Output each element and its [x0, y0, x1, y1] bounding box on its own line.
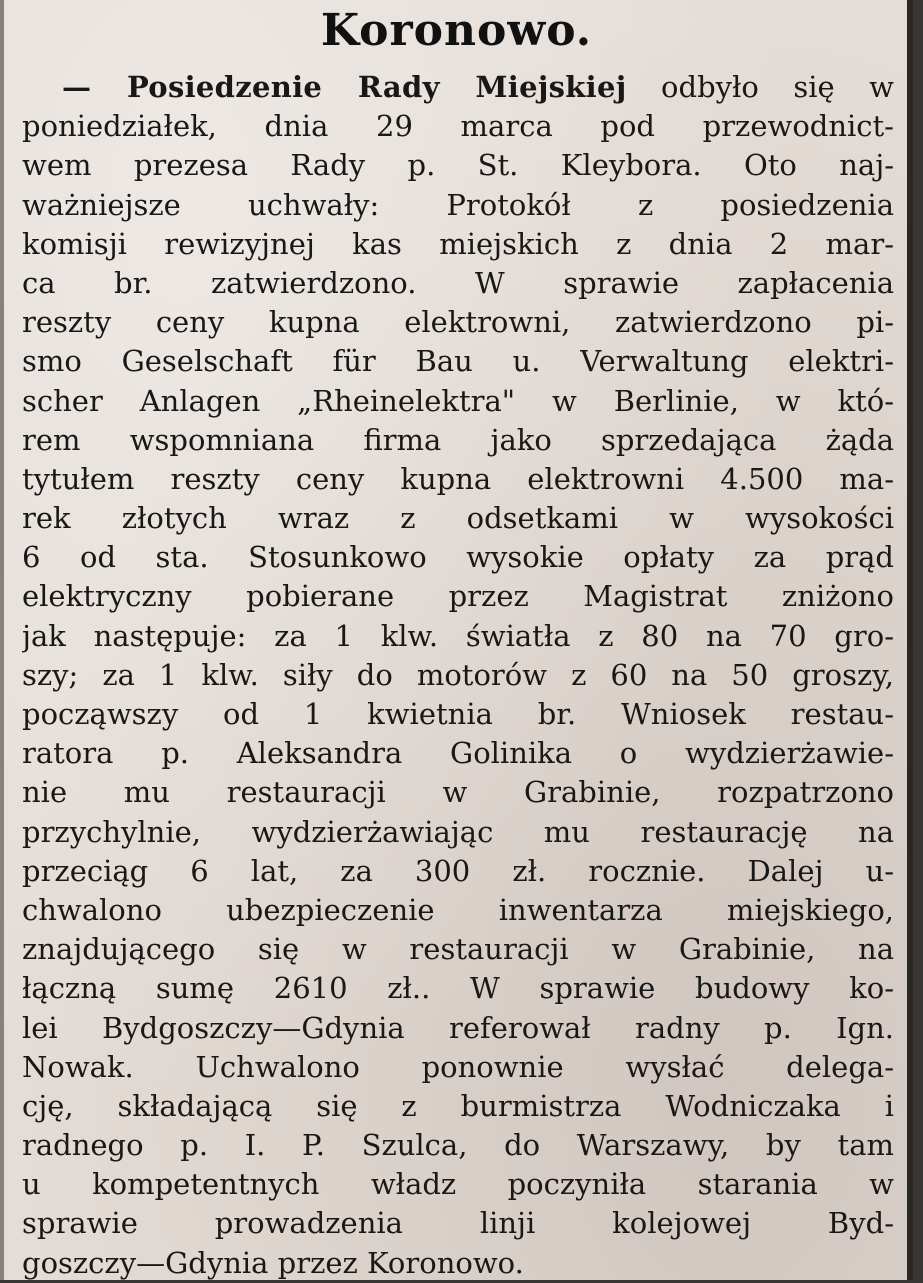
article-line: nie mu restauracji w Grabinie, rozpatrzono — [22, 775, 894, 810]
article-line: przeciąg 6 lat, za 300 zł. rocznie. Dalej u- — [22, 853, 894, 888]
article-last-line: goszczy—Gdynia przez Koronowo. — [22, 1245, 524, 1280]
article-line: ważniejsze uchwały: Protokół z posiedzenia — [22, 187, 894, 222]
article-line: 6 od sta. Stosunkowo wysokie opłaty za prąd — [22, 540, 894, 575]
article-line: przychylnie, wydzierżawiając mu restaurację na — [22, 814, 894, 849]
article-line: scher Anlagen „Rheinelektra" w Berlinie, w któ- — [22, 383, 894, 418]
article-line: łączną sumę 2610 zł.. W sprawie budowy ko- — [22, 971, 894, 1006]
article-line: jak następuje: za 1 klw. światła z 80 na 70 gro- — [22, 618, 894, 653]
article-line: sprawie prowadzenia linji kolejowej Byd- — [22, 1206, 894, 1241]
article-body — [22, 68, 894, 1283]
article-line: radnego p. I. P. Szulca, do Warszawy, by tam — [22, 1128, 894, 1163]
article-line: ratora p. Aleksandra Golinika o wydzierżawie- — [22, 736, 894, 771]
right-column-rule — [907, 0, 913, 1280]
article-line-1-text: odbyło się w — [661, 70, 894, 104]
article-line: rem wspomniana firma jako sprzedająca żąda — [22, 422, 894, 457]
article-line: rek złotych wraz z odsetkami w wysokości — [22, 501, 894, 536]
article-line: reszty ceny kupna elektrowni, zatwierdzono pi- — [22, 305, 894, 340]
article-line-1 — [22, 68, 894, 107]
article-line: tytułem reszty ceny kupna elektrowni 4.500 ma- — [22, 461, 894, 496]
article-lead: — Posiedzenie Rady Miejskiej — [62, 70, 627, 104]
article-line: znajdującego się w restauracji w Grabinie, na — [22, 932, 894, 967]
article-line: chwalono ubezpieczenie inwentarza miejskiego, — [22, 892, 894, 927]
article-line: ca br. zatwierdzono. W sprawie zapłacenia — [22, 265, 894, 300]
article-line: poniedziałek, dnia 29 marca pod przewodnict- — [22, 109, 894, 144]
article-line: szy; za 1 klw. siły do motorów z 60 na 50 groszy, — [22, 657, 894, 692]
article-line: smo Geselschaft für Bau u. Verwaltung elektri- — [22, 344, 894, 379]
article-line: lei Bydgoszczy—Gdynia referował radny p. Ign. — [22, 1010, 894, 1045]
article-line: komisji rewizyjnej kas miejskich z dnia 2 mar- — [22, 226, 894, 261]
article-line: Nowak. Uchwalono ponownie wysłać delega- — [22, 1049, 894, 1084]
article-headline: Koronowo. — [320, 5, 593, 56]
article-line: cję, składającą się z burmistrza Wodniczaka i — [22, 1088, 894, 1123]
left-column-rule — [0, 0, 4, 1280]
article-line: elektryczny pobierane przez Magistrat zniżono — [22, 579, 894, 614]
article-line: u kompetentnych władz poczyniła starania w — [22, 1167, 894, 1202]
article-line: począwszy od 1 kwietnia br. Wniosek restau- — [22, 697, 894, 731]
article-line: wem prezesa Rady p. St. Kleybora. Oto naj- — [22, 148, 894, 183]
